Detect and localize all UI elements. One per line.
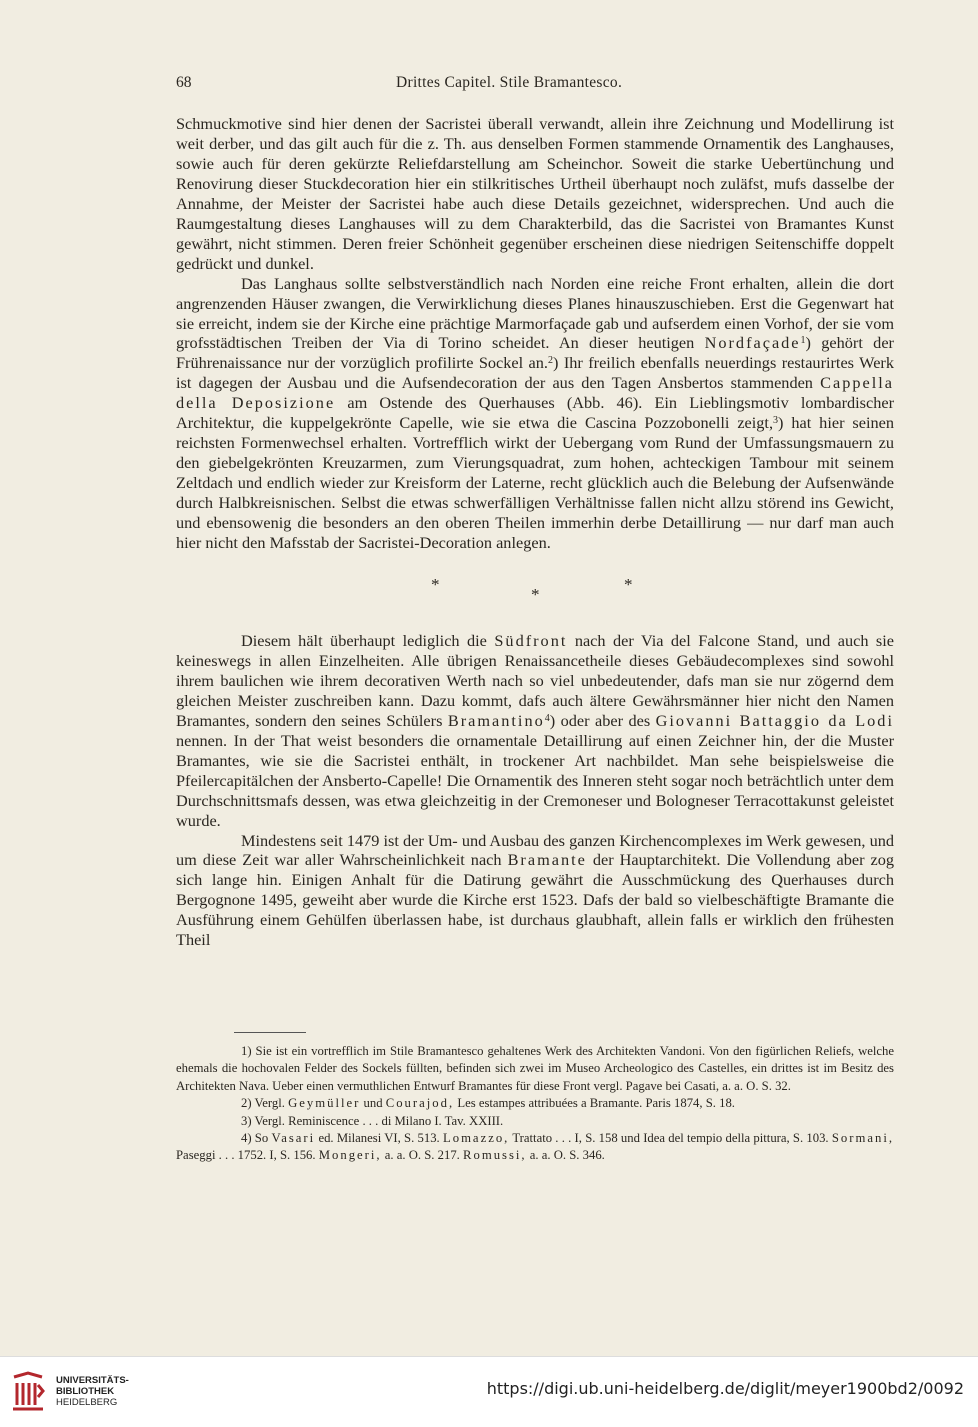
asterisk: * xyxy=(431,574,440,594)
asterisk: * xyxy=(624,574,633,594)
permalink-url[interactable]: https://digi.ub.uni-heidelberg.de/diglit/meyer1900bd2/0092 xyxy=(486,1379,964,1398)
spaced-term: Cappella della Deposizione xyxy=(176,373,894,413)
paragraph-1: Schmuckmotive sind hier denen der Sacristei überall verwandt, allein ihre Zeichnung und Modellirung ist weit derber, und das gilt auch für die z. Th. aus denselben Formen stammende Ornamentik des Langhauses, sowie auch für deren gekürzte Reliefdarstellung am Scheinchor. Soweit die starke Uebertünchung und Renovirung dieser Stuckdecoration hier ein stilkritisches Urtheil überhaupt noch zuläfst, mufs dasselbe der Annahme, der Meister der Sacristei habe auch diese Details gezeichnet, widersprechen. Und auch die Raumgestaltung dieses Langhauses will zu dem Charakterbild, das die Sacristei von Bramantes Kunst gewährt, nicht stimmen. Deren freier Schönheit gegenüber erscheinen diese niedrigen Seitenschiffe doppelt gedrückt und dunkel. xyxy=(176,114,894,273)
spaced-term: Giovanni Battaggio da Lodi xyxy=(655,710,894,730)
page-number: 68 xyxy=(176,74,192,91)
running-title: Drittes Capitel. Stile Bramantesco. xyxy=(396,74,623,91)
section-divider xyxy=(176,573,894,609)
viewer-footer xyxy=(0,1356,978,1427)
footnote-ref[interactable]: 4 xyxy=(544,712,550,724)
spaced-term: Bramante xyxy=(507,850,587,870)
asterisk: * xyxy=(531,584,540,604)
footnotes xyxy=(176,1043,894,1165)
paragraph-2: Das Langhaus sollte selbstverständlich nach Norden eine reiche Front erhalten, allein die dort angrenzenden Häuser zwangen, die Verwirklichung dieses Planes hinauszuschieben. Erst die Gegenwart hat sie erreicht, indem sie der Kirche eine prächtige Marmorfaçade gab und aufserdem einen Vorhof, der sie vom grofsstädtischen Treiben der Via di Torino scheidet. An dieser heutigen Nordfaçade$^1$) gehört der Frührenaissance nur der vorzüglich profilirte Sockel an.$^2$) Ihr freilich ebenfalls neuerdings restaurirtes Werk ist dagegen der Ausbau und die Aufsendecoration der aus den Tagen Ansbertos stammenden Cappella della Deposizione am Ostende des Querhauses (Abb. 46). Ein Lieblingsmotiv lombardischer Architektur, die kuppelgekrönte Capelle, wie sie etwa die Cascina Pozzobonelli zeigt,$^3$) hat hier seinen reichsten Formenwechsel erhalten. Vortrefflich wirkt der Uebergang vom Rund der Umfassungsmauern zu den giebelgekrönten Kreuzarmen, zum Vierungsquadrat, zum hohen, achteckigen Tambour mit seinem Zeltdach und endlich wieder zur Kreisform der Laterne, recht glücklich auch die Belebung der Aufsenwände durch Halbkreisnischen. Selbst die etwas schwerfälligen Verhältnisse fallen nicht allzu störend ins Gewicht, und ebensowenig die besonders an den oberen Theilen immerhin derbe Detaillirung — nur darf man auch hier nicht den Mafsstab der Sacristei-Decoration anlegen. xyxy=(176,273,895,553)
running-header xyxy=(176,74,894,96)
paragraph-4: Mindestens seit 1479 ist der Um- und Ausbau des ganzen Kirchencomplexes im Werk gewesen, und um diese Zeit war aller Wahrscheinlichkeit nach Bramante der Hauptarchitekt. Die Vollendung aber zog sich lange hin. Einigen Anhalt für die Datirung gewährt die Ausschmückung des Querhauses durch Bergognone 1495, geweiht aber wurde die Kirche erst 1523. Dafs der bald so vielbeschäftigte Bramante die Ausführung einem Gehülfen überlassen habe, ist durchaus glaubhaft, allein falls er wirklich den frühesten Theil xyxy=(176,830,895,950)
spaced-term: Bramantino xyxy=(447,710,545,730)
footnote-3: 3) Vergl. Reminiscence . . . di Milano I. Tav. XXIII. xyxy=(241,1113,504,1128)
footnote-ref[interactable]: 2 xyxy=(548,355,553,367)
paragraph-3: Diesem hält überhaupt lediglich die Südfront nach der Via del Falcone Stand, und auch sie keineswegs in allen Einzelheiten. Alle übrigen Renaissancetheile dieses Gebäudecomplexes sind sowohl ihrem baulichen wie ihrem decorativen Werth nach so viel unbedeutender, dafs man sie nur zögernd dem gleichen Meister zuschreiben kann. Dazu kommt, dafs auch ältere Gewährsmänner hier nicht den Namen Bramantes, sondern den seines Schülers Bramantino$^4$) oder aber des Giovanni Battaggio da Lodi nennen. In der That weist besonders die ornamentale Detaillirung auf einen Zeichner hin, der die Muster Bramantes, wie sie die Sacristei enthält, in trockener Art nachbildet. Man sehe beispielsweise die Pfeilercapitälchen der Ansberto-Capelle! Die Ornamentik des Inneren steht sogar noch beträchtlich unter dem Durchschnittsmafs dessen, was etwa gleichzeitig in der Cremoneser und Bologneser Terracottakunst geleistet wurde. xyxy=(176,630,894,830)
footnote-rule xyxy=(234,1032,306,1033)
footnote-1: 1) Sie ist ein vortrefflich im Stile Bramantesco gehaltenes Werk des Architekten Vandoni. Von den figürlichen Reliefs, welche ehemals die hochovalen Felder des Sockels füllten, befinden sich zwei im Museo Archeologico des Castelles, ein drittes ist im Besitz des Architekten Nava. Ueber einen vermuthlichen Entwurf Bramantes für diese Front vergl. Pagave bei Casati, a. a. O. S. 32. xyxy=(176,1044,894,1093)
library-name[interactable]: UNIVERSITÄTS- BIBLIOTHEK HEIDELBERG xyxy=(56,1375,129,1408)
footnote-ref[interactable]: 1 xyxy=(800,335,806,347)
library-logo-icon[interactable] xyxy=(10,1371,46,1411)
spaced-term: Nordfaçade xyxy=(704,333,801,353)
main-text xyxy=(176,114,894,950)
footnote-4: 4) So Vasari ed. Milanesi VI, S. 513. Lomazzo, Trattato . . . I, S. 158 und Idea del tempio della pittura, S. 103. Sormani, Paseggi . . . 1752. I, S. 156. Mongeri, a. a. O. S. 217. Romussi, a. a. O. S. 346. xyxy=(176,1131,895,1163)
footnote-ref[interactable]: 3 xyxy=(773,415,779,427)
footnote-2: 2) Vergl. Geymüller und Courajod, Les estampes attribuées a Bramante. Paris 1874, S. 18. xyxy=(241,1096,735,1111)
spaced-term: Südfront xyxy=(494,630,568,650)
